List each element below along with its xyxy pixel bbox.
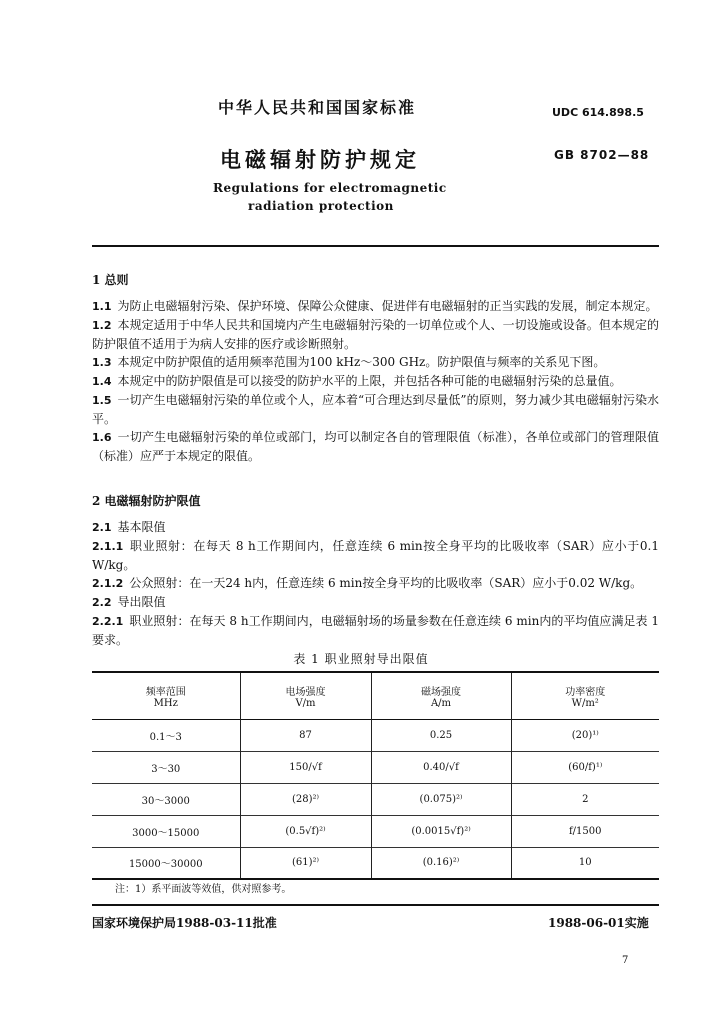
approval-info: 国家环境保护局1988-03-11批准: [92, 916, 277, 930]
table-row: [92, 815, 659, 847]
table-header-row: [92, 672, 659, 719]
table-note: 注：1）系平面波等效值，供对照参考。: [115, 884, 292, 895]
table-cell: f/1500: [511, 815, 659, 847]
clause-2-1-2: 2.1.2 公众照射：在一天24 h内，任意连续 6 min按全身平均的比吸收率（SAR）应小于0.02 W/kg。: [92, 576, 643, 590]
table-cell: 3000～15000: [132, 827, 200, 839]
clause-1-1: 1.1 为防止电磁辐射污染、保护环境、保障公众健康、促进伴有电磁辐射的正当实践的发展，制定本规定。: [92, 299, 658, 313]
header-magnetic-field: 磁场强度 A/m: [371, 672, 511, 719]
clause-2-1-1: 2.1.1 职业照射：在每天 8 h工作期间内，任意连续 6 min按全身平均的比吸收率（SAR）应小于0.1 W/kg。: [92, 539, 659, 572]
gb-code: GB 8702—88: [554, 148, 650, 162]
table-row: [92, 847, 659, 879]
table-cell: 30～3000: [141, 795, 190, 807]
document-title: 电磁辐射防护规定: [220, 147, 420, 172]
table-row: [92, 719, 659, 751]
table-cell: 2: [511, 783, 659, 815]
clause-2-2: 2.2 导出限值: [92, 595, 166, 609]
section-1: [92, 271, 659, 465]
table-caption: 表 1 职业照射导出限值: [293, 652, 429, 666]
clause-1-2: 1.2 本规定适用于中华人民共和国境内产生电磁辐射污染的一切单位或个人、一切设施或设备。但本规定的防护限值不适用于为病人安排的医疗或诊断照射。: [92, 318, 659, 351]
clause-1-3: 1.3 本规定中防护限值的适用频率范围为100 kHz～300 GHz。防护限值与频率的关系见下图。: [92, 355, 606, 369]
section-2: [92, 492, 659, 649]
table-cell: 0.25: [371, 719, 511, 751]
clause-1-5: 1.5 一切产生电磁辐射污染的单位或个人，应本着“可合理达到尽量低”的原则，努力减少其电磁辐射污染水平。: [92, 393, 659, 426]
page-number: 7: [622, 955, 629, 966]
header-electric-field: 电场强度 V/m: [240, 672, 371, 719]
table-row: [92, 783, 659, 815]
standard-category: 中华人民共和国国家标准: [218, 98, 417, 117]
udc-code: UDC 614.898.5: [552, 106, 644, 119]
header-rule: [92, 245, 659, 247]
clause-1-6: 1.6 一切产生电磁辐射污染的单位或部门，均可以制定各自的管理限值（标准），各单位或部门的管理限值（标准）应严于本规定的限值。: [92, 430, 659, 463]
table-cell: (0.5√f)²⁾: [240, 815, 371, 847]
table-cell: (0.075)²⁾: [371, 783, 511, 815]
section-heading: 2 电磁辐射防护限值: [92, 494, 201, 508]
table-cell: 0.40/√f: [371, 751, 511, 783]
clause-1-4: 1.4 本规定中的防护限值是可以接受的防护水平的上限，并包括各种可能的电磁辐射污染的总量值。: [92, 374, 622, 388]
table-row: [92, 751, 659, 783]
table-cell: (0.0015√f)²⁾: [371, 815, 511, 847]
english-title-line1: Regulations for electromagnetic: [213, 181, 447, 195]
table-cell: (20)¹⁾: [511, 719, 659, 751]
header-frequency: 频率范围 MHz: [145, 686, 186, 709]
table-cell: 150/√f: [240, 751, 371, 783]
table-cell: 10: [511, 847, 659, 879]
table-cell: 15000～30000: [128, 859, 203, 871]
footer-rule: [92, 904, 659, 906]
table-cell: 0.1～3: [149, 731, 182, 743]
limits-table: [92, 671, 659, 880]
table-cell: (28)²⁾: [240, 783, 371, 815]
english-title-line2: radiation protection: [248, 199, 394, 213]
clause-2-2-1: 2.2.1 职业照射：在每天 8 h工作期间内，电磁辐射场的场量参数在任意连续 6 min内的平均值应满足表 1 要求。: [92, 614, 659, 647]
table-cell: 87: [240, 719, 371, 751]
table-cell: (60/f)¹⁾: [511, 751, 659, 783]
table-cell: 3～30: [151, 763, 181, 775]
table-cell: (61)²⁾: [240, 847, 371, 879]
clause-2-1: 2.1 基本限值: [92, 520, 166, 534]
implementation-date: 1988-06-01实施: [548, 916, 649, 930]
section-heading: 1 总则: [92, 273, 129, 287]
table-cell: (0.16)²⁾: [371, 847, 511, 879]
header-power-density: 功率密度 W/m²: [511, 672, 659, 719]
